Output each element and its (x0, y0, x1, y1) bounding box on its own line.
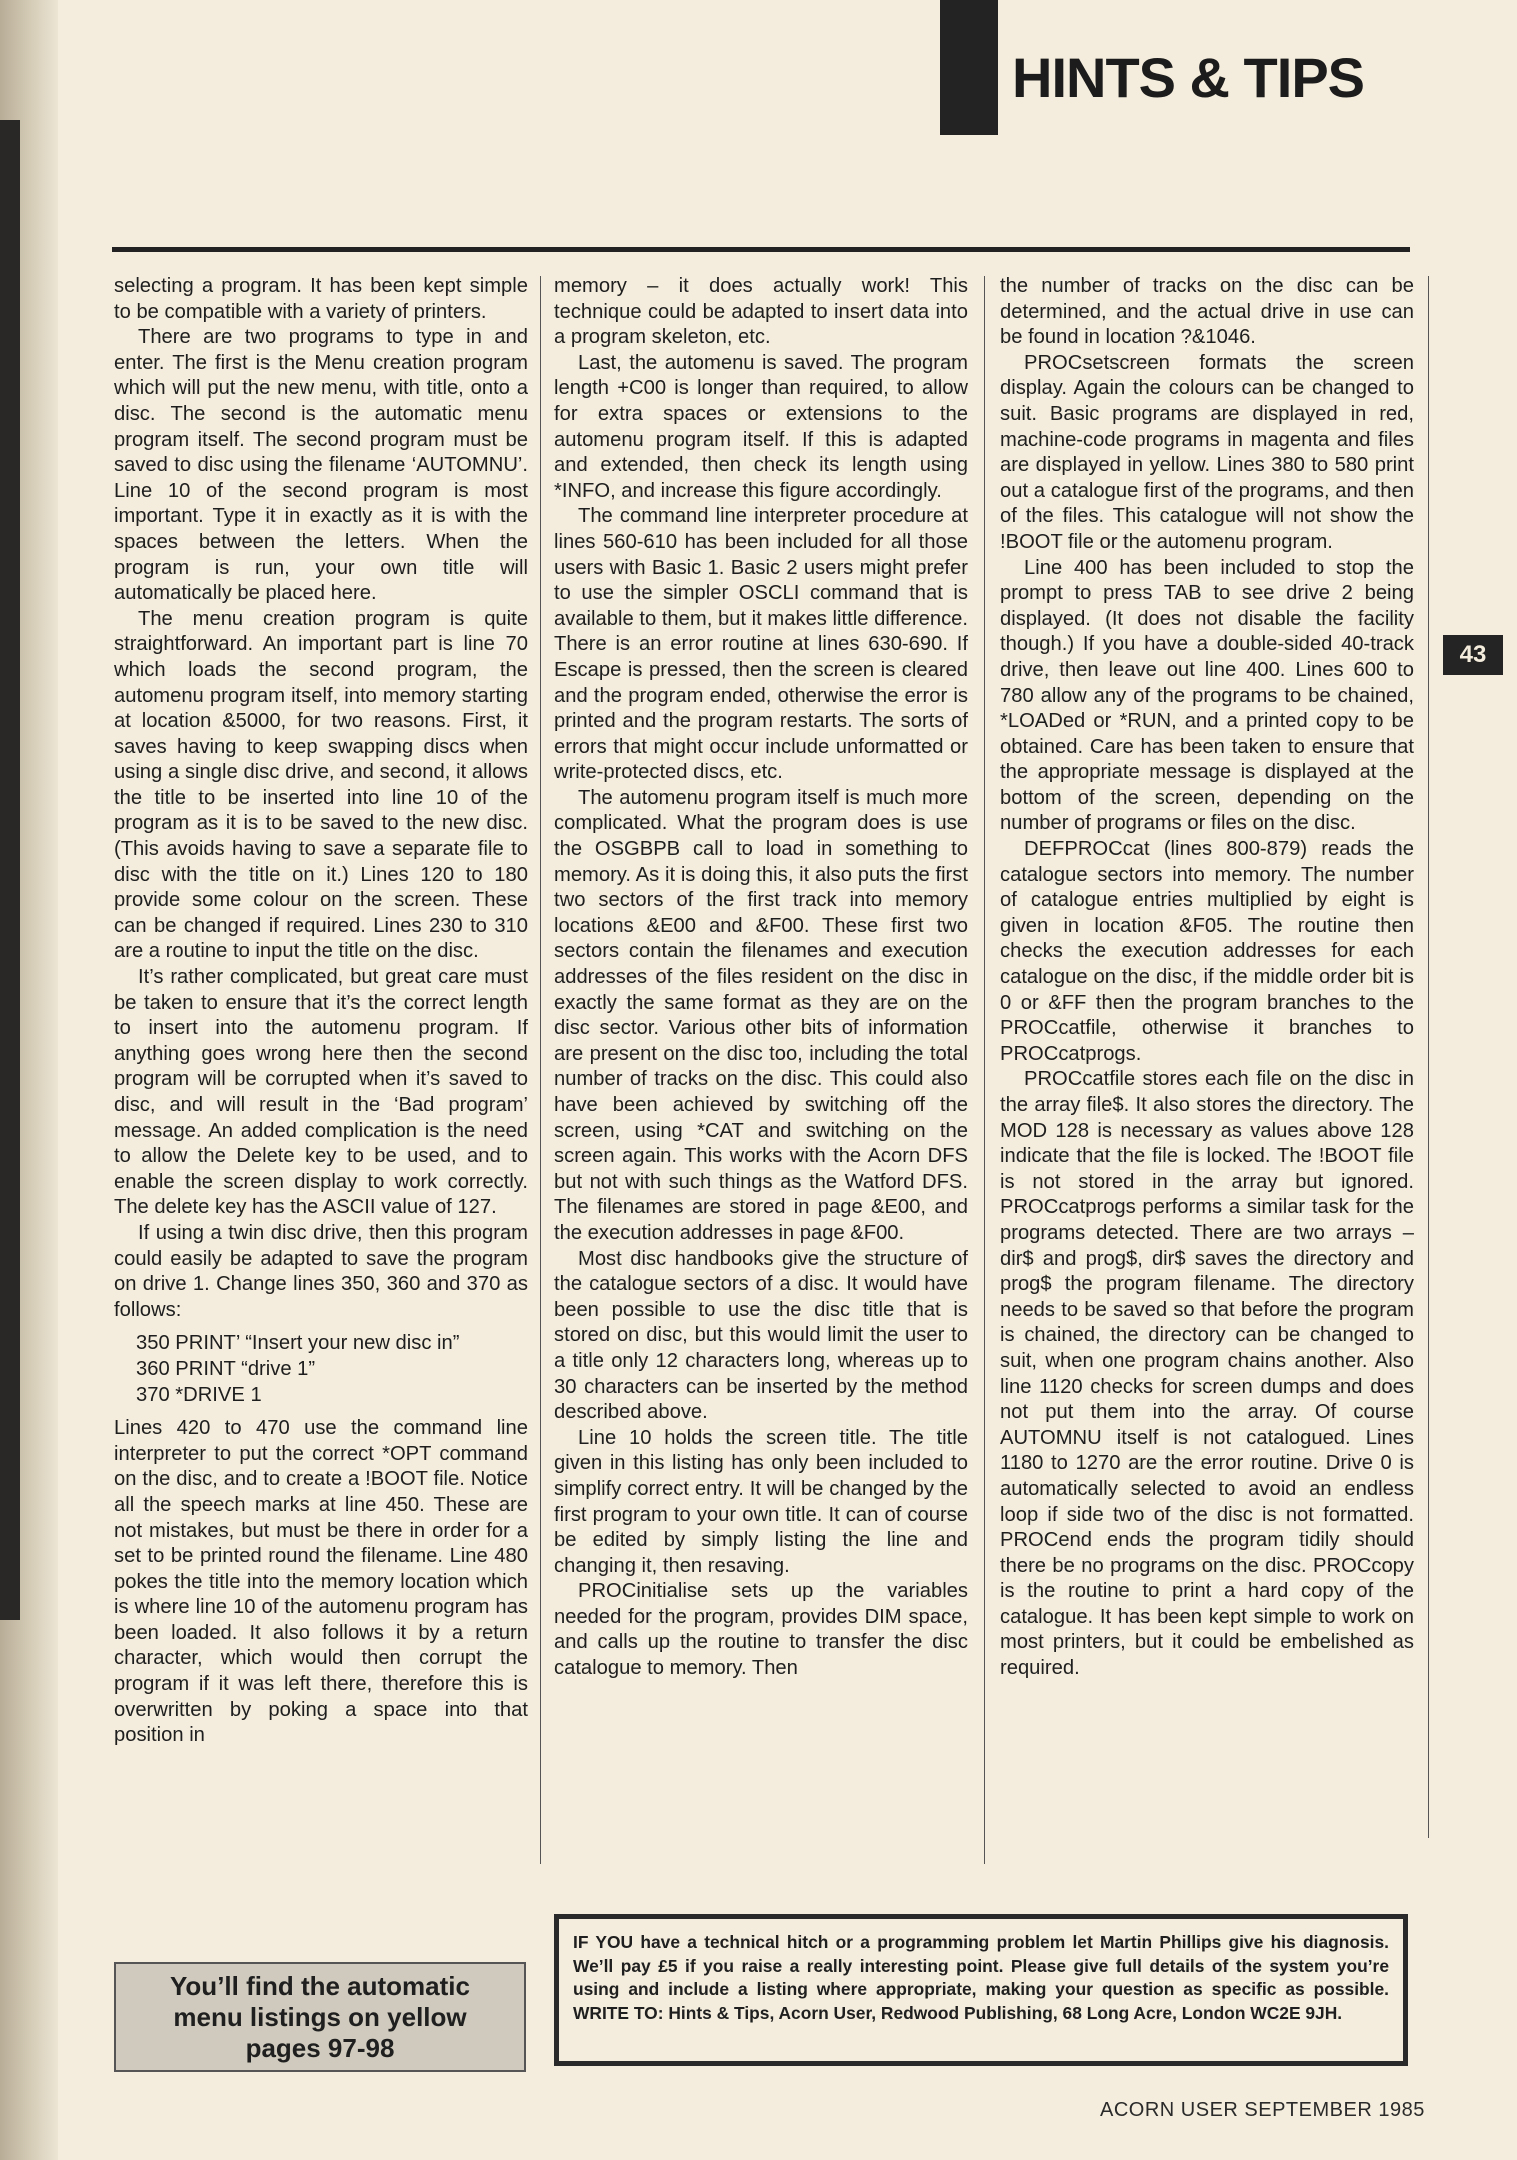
section-title: HINTS & TIPS (1012, 46, 1365, 109)
article-paragraph: The command line interpreter procedure at lines 560-610 has been included for all those users with Basic 1. Basic 2 users might prefer to use the simpler OSCLI command that is available to them, but it makes little difference. There is an error routine at lines 630-690. If Escape is pressed, then the screen is cleared and the program ended, otherwise the error is printed and the program restarts. The sorts of errors that might occur include unformatted or write-protected discs, etc. (554, 505, 968, 784)
article-paragraph: DEFPROCcat (lines 800-879) reads the catalogue sectors into memory. The number of catalogue entries multiplied by eight is given in location &F05. The routine then checks the execution addresses for each catalogue on the disc, if the middle order bit is 0 or &FF then the program branches to the PROCcatfile, otherwise it branches to PROCcatprogs. (1000, 838, 1414, 1065)
callout-line: You’ll find the automatic (170, 1970, 470, 2001)
code-line: 350 PRINT’ “Insert your new disc in” (136, 1332, 460, 1355)
article-paragraph: Most disc handbooks give the structure of the catalogue sectors of a disc. It would have been possible to use the disc title that is stored on disc, but this would limit the user to a title only 12 characters long, whereas up to 30 characters can be inserted by the method described above. (554, 1247, 968, 1424)
header-black-block (940, 0, 998, 135)
code-line: 370 *DRIVE 1 (136, 1383, 262, 1406)
hints-info-box (554, 1914, 1408, 2066)
article-paragraph: PROCinitialise sets up the variables needed for the program, provides DIM space, and calls up the routine to transfer the disc catalogue to memory. Then (554, 1580, 968, 1680)
listings-callout-box (114, 1962, 526, 2072)
callout-line: menu listings on yellow (173, 2001, 467, 2032)
listings-callout-text (170, 1971, 470, 2064)
spine-edge-bar (0, 120, 20, 1620)
article-paragraph: PROCsetscreen formats the screen display. Again the colours can be changed to suit. Basic programs are displayed in red, machine-code programs in magenta and files are displayed in yellow. Lines 380 to 580 print out a catalogue first of the programs, and then of the files. This catalogue will not show the !BOOT file or the automenu program. (1000, 351, 1414, 553)
callout-line: pages 97-98 (245, 2032, 395, 2063)
article-column-1 (114, 274, 528, 1749)
article-paragraph: Last, the automenu is saved. The program length +C00 is longer than required, to allow for extra spaces or extensions to the automenu program itself. If this is adapted and extended, then check its length using *INFO, and increase this figure accordingly. (554, 351, 968, 502)
column-divider (1428, 276, 1429, 1838)
article-paragraph: Line 10 holds the screen title. The title given in this listing has only been included to simplify correct entry. It will be changed by the first program to your own title. It can of course be edited by simply listing the line and changing it, then resaving. (554, 1426, 968, 1577)
code-line: 360 PRINT “drive 1” (136, 1357, 316, 1380)
page-footer: ACORN USER SEPTEMBER 1985 (1100, 2099, 1425, 2121)
article-column-2 (554, 274, 968, 1682)
header-rule (112, 247, 1410, 252)
article-paragraph: selecting a program. It has been kept simple to be compatible with a variety of printers. (114, 275, 528, 323)
article-paragraph: PROCcatfile stores each file on the disc in the array file$. It also stores the directory. The MOD 128 is necessary as values above 128 indicate that the file is locked. The !BOOT file is not stored in the array but ignored. PROCcatprogs performs a similar task for the programs detected. There are two arrays – dir$ and prog$, dir$ saves the directory and prog$ the program filename. The directory needs to be saved so that before the program is chained, the directory can be changed to suit, when one program chains another. Also line 1120 checks for screen dumps and does not put them into the array. Of course AUTOMNU itself is not catalogued. Lines 1180 to 1270 are the error routine. Drive 0 is automatically selected to avoid an endless loop if side two of the disc is not formatted. PROCend ends the program tidily should there be no programs on the disc. PROCcopy is the routine to print a hard copy of the catalogue. It has been kept simple to work on most printers, but it could be embelished as required. (1000, 1068, 1414, 1680)
article-paragraph: It’s rather complicated, but great care must be taken to ensure that it’s the correct length to insert into the automenu program. If anything goes wrong here then the second program will be corrupted when it’s saved to disc, and will result in the ‘Bad program’ message. An added complication is the need to allow the Delete key to be used, and to enable the screen display to work correctly. The delete key has the ASCII value of 127. (114, 966, 528, 1219)
article-paragraph: memory – it does actually work! This technique could be adapted to insert data into a program skeleton, etc. (554, 275, 968, 349)
article-paragraph: Lines 420 to 470 use the command line interpreter to put the correct *OPT command on the disc, and to create a !BOOT file. Notice all the speech marks at line 450. These are not mistakes, but must be there in order for a set to be printed round the filename. Line 480 pokes the title into the memory location which is where line 10 of the automenu program has been loaded. It also follows it by a return character, which would then corrupt the program if it was left there, therefore this is overwritten by poking a space into that position in (114, 1417, 528, 1747)
column-divider (984, 276, 985, 1864)
column-divider (540, 276, 541, 1864)
article-paragraph: the number of tracks on the disc can be determined, and the actual drive in use can be found in location ?&1046. (1000, 275, 1414, 349)
article-paragraph: The automenu program itself is much more complicated. What the program does is use the OSGBPB call to load in something to memory. As it is doing this, it also puts the first two sectors of the first track into memory locations &E00 and &F00. These first two sectors contain the filenames and execution addresses of the files resident on the disc in exactly the same format as they are on the disc sector. Various other bits of information are present on the disc too, including the total number of tracks on the disc. This could also have been achieved by switching off the screen, using *CAT and switching on the screen again. This works with the Acorn DFS but not with such things as the Watford DFS. The filenames are stored in page &E00, and the execution addresses in page &F00. (554, 786, 968, 1244)
article-paragraph: There are two programs to type in and enter. The first is the Menu creation program which will put the new menu, with title, onto a disc. The second is the automatic menu program itself. The second program must be saved to disc using the filename ‘AUTOMNU’. Line 10 of the second program is most important. Type it in exactly as it is with the spaces between the letters. When the program is run, your own title will automatically be placed here. (114, 326, 528, 605)
code-listing (136, 1331, 528, 1408)
hints-info-text: IF YOU have a technical hitch or a programming problem let Martin Phillips give his diagnosis. We’ll pay £5 if you raise a really interesting point. Please give full details of the system you’re using and include a listing where appropriate, making your question as specific as possible. WRITE TO: Hints & Tips, Acorn User, Redwood Publishing, 68 Long Acre, London WC2E 9JH. (573, 1932, 1389, 2023)
article-paragraph: Line 400 has been included to stop the prompt to press TAB to see drive 2 being displayed. (It does not disable the facility though.) If you have a double-sided 40-track drive, then leave out line 400. Lines 600 to 780 allow any of the programs to be chained, *LOADed or *RUN, and a printed copy to be obtained. Care has been taken to ensure that the appropriate message is displayed at the bottom of the screen, depending on the number of programs or files on the disc. (1000, 556, 1414, 835)
article-paragraph: If using a twin disc drive, then this program could easily be adapted to save the program on drive 1. Change lines 350, 360 and 370 as follows: (114, 1221, 528, 1321)
article-paragraph: The menu creation program is quite straightforward. An important part is line 70 which loads the second program, the automenu program itself, into memory starting at location &5000, for two reasons. First, it saves having to keep swapping discs when using a single disc drive, and second, it allows the title to be inserted into line 10 of the program as it is to be saved to the new disc. (This avoids having to save a separate file to disc with the title on it.) Lines 120 to 180 provide some colour on the screen. These can be changed if required. Lines 230 to 310 are a routine to input the title on the disc. (114, 607, 528, 963)
page-number-tab: 43 (1443, 635, 1503, 675)
article-column-3 (1000, 274, 1414, 1682)
